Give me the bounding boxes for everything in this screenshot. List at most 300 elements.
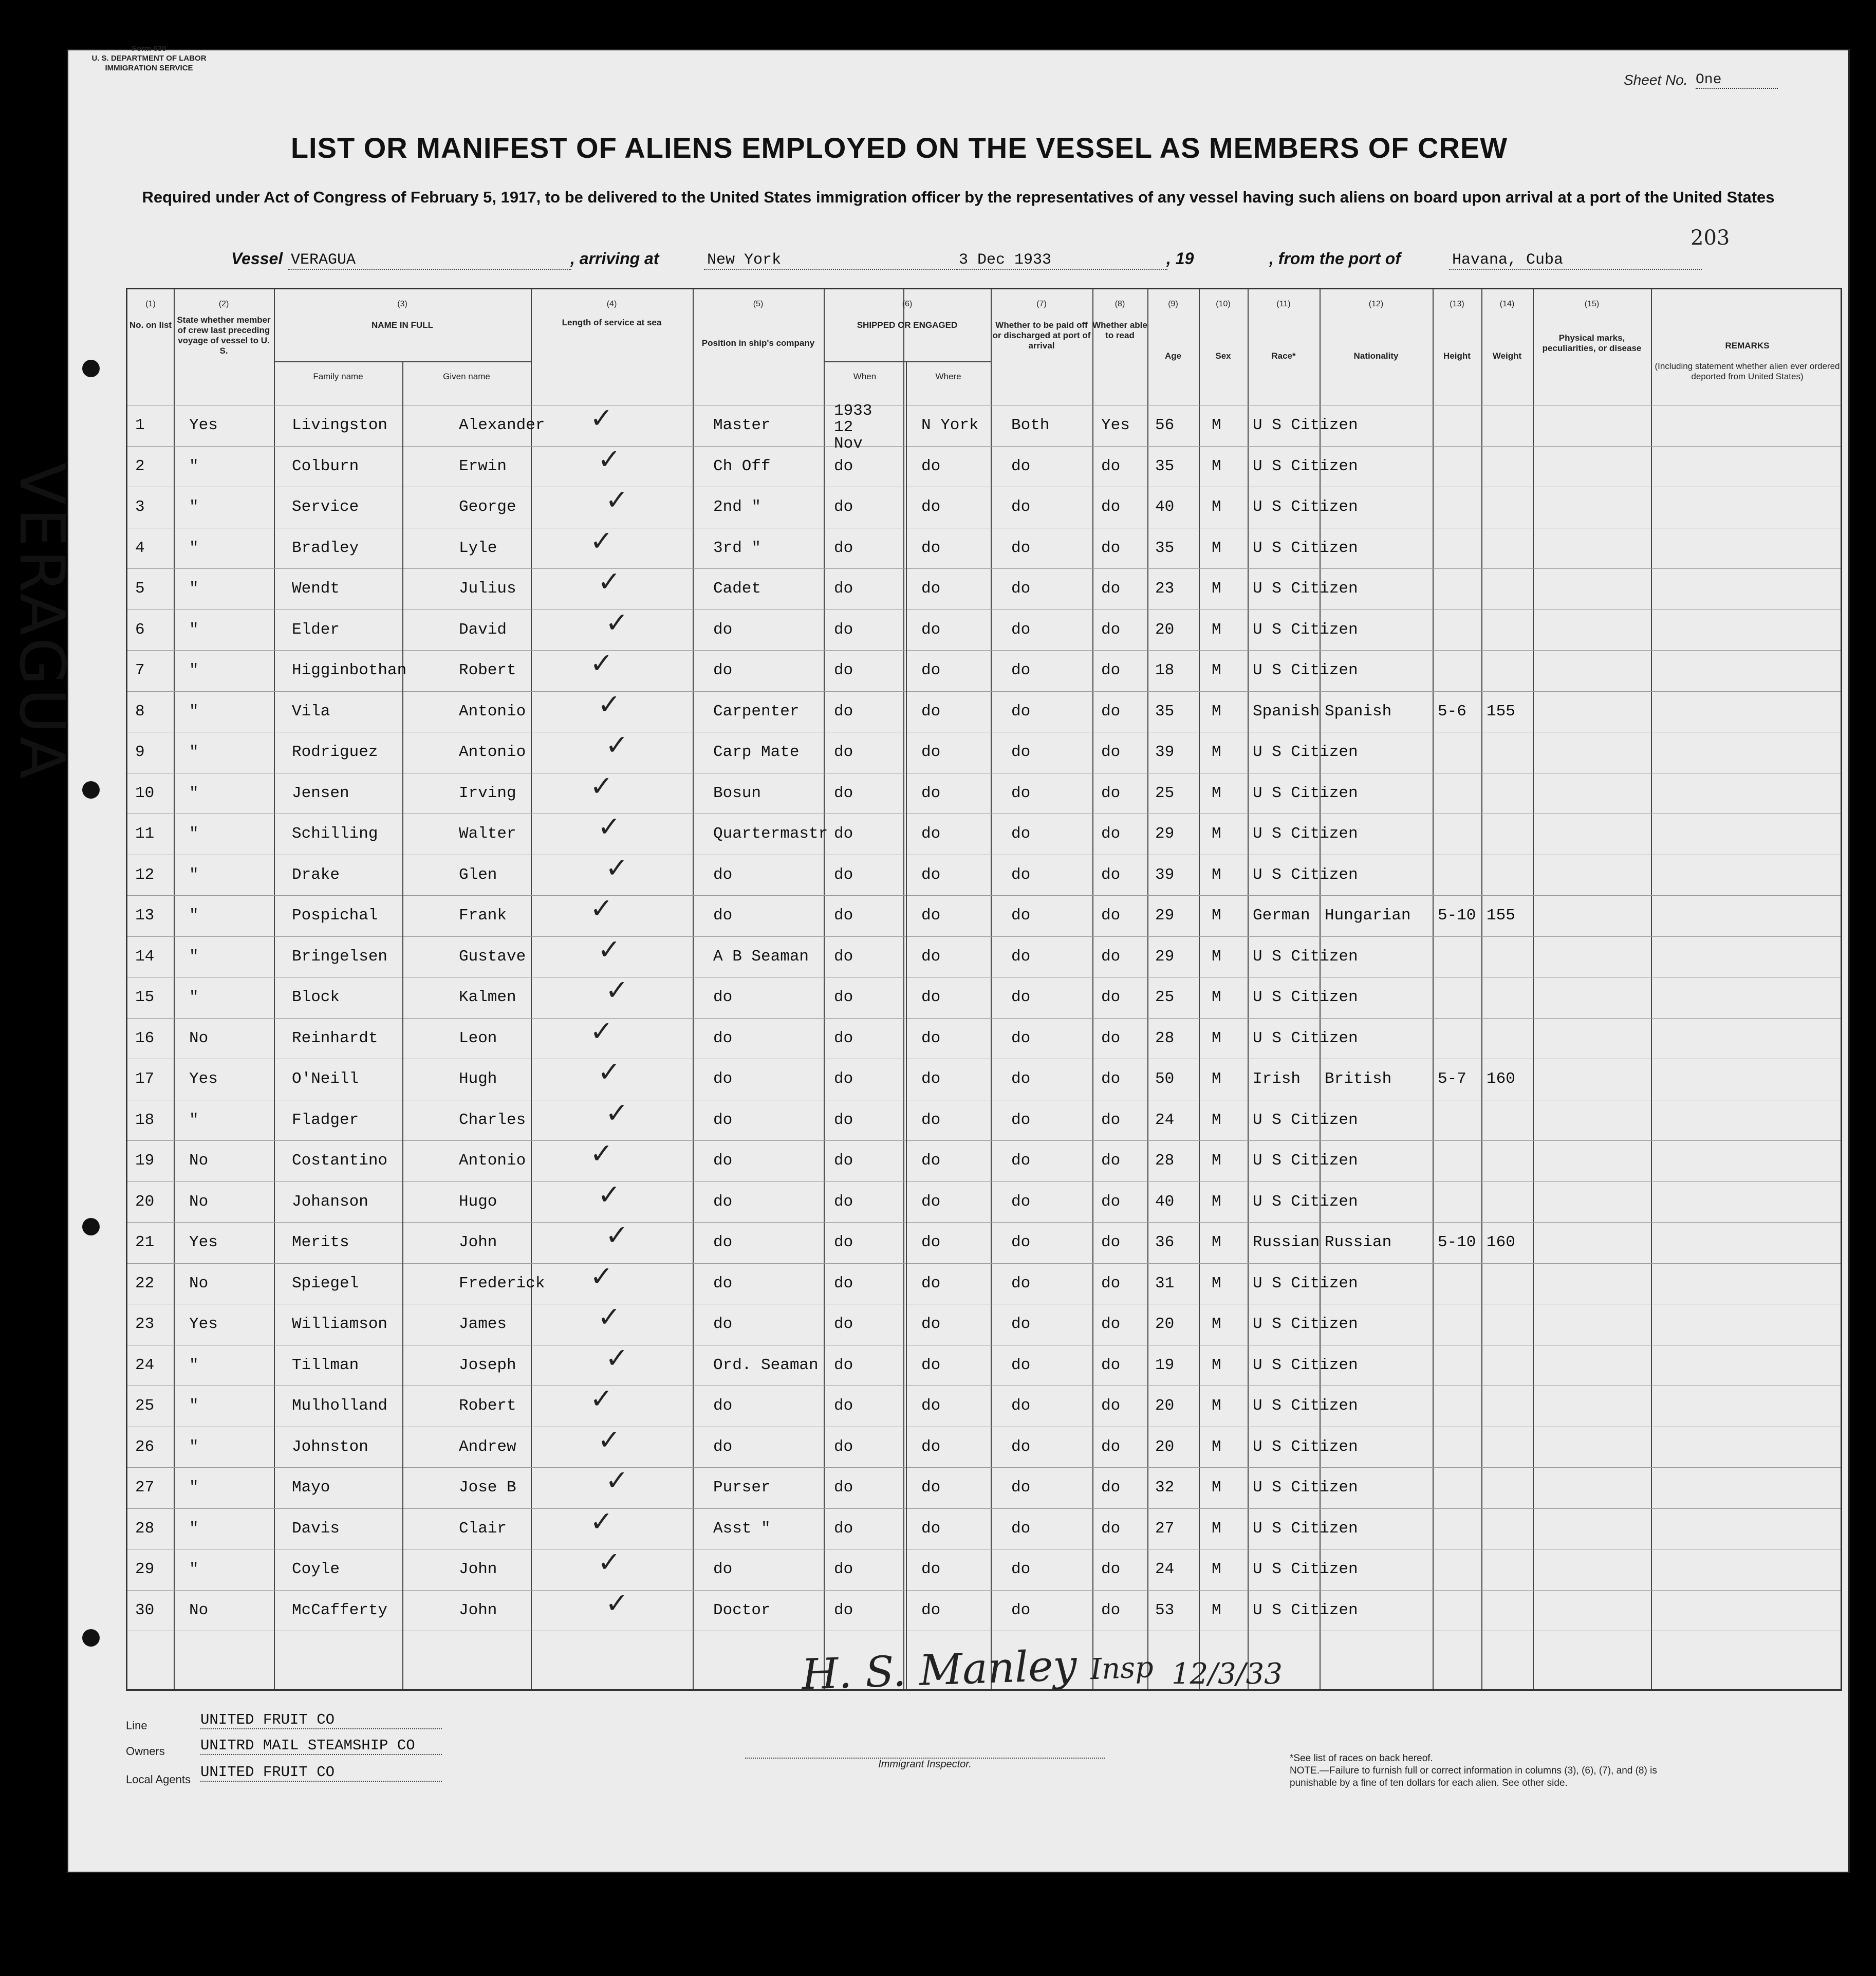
cell-sex: M [1212, 865, 1221, 884]
cell-no: 30 [135, 1601, 155, 1619]
cell-where: do [921, 1315, 941, 1333]
cell-sex: M [1212, 784, 1221, 802]
column-rule [991, 289, 992, 1689]
cell-pos: do [713, 661, 733, 679]
cell-age: 19 [1155, 1356, 1175, 1374]
cell-no: 16 [135, 1029, 155, 1047]
column-number-n7: (7) [1036, 300, 1047, 308]
row-rule [127, 1140, 1841, 1141]
cell-when: do [834, 1560, 853, 1578]
cell-prev: " [189, 825, 199, 843]
cell-paid: do [1011, 1315, 1031, 1333]
line-label: Line [126, 1719, 147, 1732]
cell-sex: M [1212, 702, 1221, 721]
cell-when: do [834, 1233, 853, 1251]
cell-when: do [834, 947, 853, 966]
cell-prev: " [189, 702, 199, 721]
cell-family: Fladger [292, 1111, 359, 1129]
row-rule [127, 691, 1841, 692]
document-subtitle: Required under Act of Congress of February 5, 1917, to be delivered to the United States immigration officer by the representatives of any vessel having such aliens on board upon arrival at a port of the United States [142, 188, 1775, 206]
cell-read: do [1101, 1029, 1121, 1047]
cell-no: 9 [135, 743, 145, 761]
cell-when: 1933 12 Nov [834, 402, 872, 453]
cell-prev: " [189, 457, 199, 475]
cell-paid: do [1011, 1233, 1031, 1251]
line-value: UNITED FRUIT CO [200, 1711, 442, 1729]
cell-given: Frank [459, 907, 507, 925]
service-checkmark: ✓ [605, 729, 629, 761]
cell-paid: do [1011, 498, 1031, 516]
column-number-n10: (10) [1216, 300, 1231, 308]
service-checkmark: ✓ [605, 851, 629, 884]
header-c2: State whether member of crew last preceding voyage of vessel to U. S. [177, 315, 271, 356]
service-checkmark: ✓ [605, 1096, 629, 1129]
footnote [1290, 1752, 1701, 1789]
cell-age: 23 [1155, 580, 1175, 598]
cell-given: Erwin [459, 457, 507, 475]
cell-when: do [834, 743, 853, 761]
side-vessel-stamp: VERAGUA [6, 463, 77, 782]
cell-race: U S Citizen [1253, 988, 1358, 1006]
column-rule [1248, 289, 1249, 1689]
row-rule [127, 1018, 1841, 1019]
cell-no: 2 [135, 457, 145, 475]
cell-read: do [1101, 1397, 1121, 1415]
cell-sex: M [1212, 1070, 1221, 1088]
cell-age: 18 [1155, 661, 1175, 679]
cell-no: 24 [135, 1356, 155, 1374]
arrival-port: New York [704, 251, 957, 270]
cell-pos: do [713, 865, 733, 884]
cell-prev: " [189, 1397, 199, 1415]
cell-age: 35 [1155, 702, 1175, 721]
cell-where: do [921, 539, 941, 557]
cell-family: Livingston [292, 416, 388, 434]
cell-prev: " [189, 907, 199, 925]
cell-family: Johanson [292, 1192, 368, 1211]
cell-paid: do [1011, 1274, 1031, 1292]
cell-pos: 3rd " [713, 539, 761, 557]
cell-pos: Cadet [713, 580, 761, 598]
binder-hole [82, 781, 100, 799]
row-rule [127, 936, 1841, 937]
cell-paid: do [1011, 1111, 1031, 1129]
cell-where: do [921, 947, 941, 966]
inspector-line: Immigrant Inspector. [745, 1758, 1105, 1770]
cell-prev: " [189, 539, 199, 557]
cell-family: O'Neill [292, 1070, 359, 1088]
cell-prev: " [189, 1519, 199, 1538]
cell-prev: " [189, 988, 199, 1006]
cell-race: U S Citizen [1253, 1192, 1358, 1211]
cell-race: U S Citizen [1253, 498, 1358, 516]
cell-race: Russian [1253, 1233, 1320, 1251]
cell-where: do [921, 702, 941, 721]
cell-prev: " [189, 661, 199, 679]
cell-age: 29 [1155, 907, 1175, 925]
row-rule [127, 568, 1841, 569]
cell-read: do [1101, 1152, 1121, 1170]
header-c14: Weight [1492, 351, 1522, 361]
cell-race: U S Citizen [1253, 1479, 1358, 1497]
cell-pos: do [713, 1111, 733, 1129]
cell-age: 29 [1155, 825, 1175, 843]
cell-family: Mayo [292, 1479, 330, 1497]
cell-age: 29 [1155, 947, 1175, 966]
cell-prev: No [189, 1152, 209, 1170]
cell-where: do [921, 457, 941, 475]
cell-family: Wendt [292, 580, 340, 598]
form-service: IMMIGRATION SERVICE [105, 64, 193, 72]
cell-where: do [921, 1029, 941, 1047]
cell-given: Hugo [459, 1192, 497, 1211]
cell-age: 39 [1155, 865, 1175, 884]
row-rule [127, 895, 1841, 896]
column-number-n4: (4) [606, 300, 617, 308]
cell-paid: do [1011, 702, 1031, 721]
cell-no: 29 [135, 1560, 155, 1578]
service-checkmark: ✓ [590, 892, 614, 925]
cell-sex: M [1212, 1274, 1221, 1292]
cell-given: Glen [459, 865, 497, 884]
cell-race: U S Citizen [1253, 1356, 1358, 1374]
service-checkmark: ✓ [598, 1301, 621, 1333]
vessel-name: VERAGUA [288, 251, 571, 270]
cell-sex: M [1212, 947, 1221, 966]
cell-prev: No [189, 1274, 209, 1292]
cell-paid: do [1011, 784, 1031, 802]
service-checkmark: ✓ [598, 565, 621, 598]
cell-family: Service [292, 498, 359, 516]
cell-read: do [1101, 1233, 1121, 1251]
cell-no: 26 [135, 1437, 155, 1456]
cell-sex: M [1212, 1192, 1221, 1211]
header-c11: Race* [1271, 351, 1296, 361]
cell-given: Jose B [459, 1479, 516, 1497]
cell-age: 35 [1155, 539, 1175, 557]
cell-age: 24 [1155, 1560, 1175, 1578]
cell-race: U S Citizen [1253, 1111, 1358, 1129]
column-number-n15: (15) [1584, 300, 1600, 308]
cell-no: 7 [135, 661, 145, 679]
service-checkmark: ✓ [605, 1219, 629, 1251]
cell-age: 31 [1155, 1274, 1175, 1292]
cell-race: Spanish [1253, 702, 1320, 721]
cell-pos: do [713, 1070, 733, 1088]
cell-family: Davis [292, 1519, 340, 1538]
cell-when: do [834, 825, 853, 843]
cell-no: 1 [135, 416, 145, 434]
cell-age: 20 [1155, 1437, 1175, 1456]
cell-pos: A B Seaman [713, 947, 809, 966]
agents-value: UNITED FRUIT CO [200, 1764, 442, 1782]
cell-paid: do [1011, 1192, 1031, 1211]
column-number-n5: (5) [753, 300, 764, 308]
cell-prev: No [189, 1601, 209, 1619]
cell-given: Kalmen [459, 988, 516, 1006]
cell-age: 28 [1155, 1029, 1175, 1047]
cell-race: U S Citizen [1253, 1560, 1358, 1578]
cell-sex: M [1212, 1479, 1221, 1497]
column-rule [693, 289, 694, 1689]
cell-prev: " [189, 620, 199, 639]
cell-paid: do [1011, 580, 1031, 598]
cell-sex: M [1212, 457, 1221, 475]
form-department: U. S. DEPARTMENT OF LABOR [91, 54, 207, 63]
cell-where: do [921, 1070, 941, 1088]
cell-prev: " [189, 1111, 199, 1129]
column-number-n3: (3) [397, 300, 407, 308]
cell-sex: M [1212, 1315, 1221, 1333]
column-rule [903, 289, 904, 1689]
cell-given: George [459, 498, 516, 516]
header-c4: Length of service at sea [562, 318, 662, 327]
cell-when: do [834, 784, 853, 802]
column-rule [1433, 289, 1434, 1689]
service-checkmark: ✓ [598, 1178, 621, 1211]
cell-sex: M [1212, 825, 1221, 843]
cell-ht: 5-10 [1438, 1233, 1476, 1251]
cell-age: 53 [1155, 1601, 1175, 1619]
cell-pos: do [713, 1397, 733, 1415]
service-checkmark: ✓ [598, 688, 621, 721]
cell-prev: No [189, 1029, 209, 1047]
cell-race: U S Citizen [1253, 1601, 1358, 1619]
column-rule [906, 361, 907, 1689]
cell-age: 25 [1155, 988, 1175, 1006]
cell-prev: " [189, 1437, 199, 1456]
cell-given: Andrew [459, 1437, 516, 1456]
header-c1: No. on list [129, 320, 172, 330]
sheet-number-value: One [1696, 72, 1778, 89]
cell-age: 24 [1155, 1111, 1175, 1129]
row-rule [127, 1467, 1841, 1468]
cell-sex: M [1212, 416, 1221, 434]
cell-sex: M [1212, 1519, 1221, 1538]
cell-read: do [1101, 580, 1121, 598]
cell-when: do [834, 1111, 853, 1129]
cell-family: Pospichal [292, 907, 378, 925]
cell-race: U S Citizen [1253, 865, 1358, 884]
column-number-n8: (8) [1115, 300, 1125, 308]
cell-pos: Carpenter [713, 702, 800, 721]
crew-table [126, 288, 1842, 1691]
cell-family: Tillman [292, 1356, 359, 1374]
cell-read: do [1101, 498, 1121, 516]
service-checkmark: ✓ [598, 933, 621, 966]
cell-where: do [921, 1233, 941, 1251]
signature-suffix: Insp [1089, 1651, 1154, 1687]
cell-paid: do [1011, 988, 1031, 1006]
cell-nat: Spanish [1325, 702, 1392, 721]
cell-paid: Both [1011, 416, 1050, 434]
cell-sex: M [1212, 498, 1221, 516]
cell-pos: Ch Off [713, 457, 771, 475]
cell-sex: M [1212, 1233, 1221, 1251]
cell-pos: Ord. Seaman [713, 1356, 819, 1374]
cell-given: Hugh [459, 1070, 497, 1088]
cell-when: do [834, 539, 853, 557]
cell-where: do [921, 1479, 941, 1497]
cell-race: German [1253, 907, 1310, 925]
cell-read: do [1101, 1111, 1121, 1129]
cell-sex: M [1212, 1356, 1221, 1374]
cell-given: Irving [459, 784, 516, 802]
cell-given: Julius [459, 580, 516, 598]
cell-when: do [834, 1356, 853, 1374]
subheader-c3a: Family name [313, 372, 363, 381]
cell-age: 20 [1155, 1397, 1175, 1415]
row-rule [127, 1222, 1841, 1223]
cell-no: 19 [135, 1152, 155, 1170]
cell-age: 28 [1155, 1152, 1175, 1170]
row-rule [127, 1508, 1841, 1509]
cell-given: Robert [459, 1397, 516, 1415]
cell-given: Clair [459, 1519, 507, 1538]
cell-sex: M [1212, 580, 1221, 598]
cell-age: 50 [1155, 1070, 1175, 1088]
cell-family: Bringelsen [292, 947, 388, 966]
cell-pos: do [713, 1560, 733, 1578]
cell-prev: Yes [189, 1233, 218, 1251]
cell-paid: do [1011, 1601, 1031, 1619]
cell-paid: do [1011, 539, 1031, 557]
service-checkmark: ✓ [598, 1546, 621, 1578]
service-checkmark: ✓ [605, 606, 629, 639]
cell-family: Coyle [292, 1560, 340, 1578]
cell-where: do [921, 825, 941, 843]
cell-given: Walter [459, 825, 516, 843]
cell-nat: British [1325, 1070, 1392, 1088]
cell-pos: Carp Mate [713, 743, 800, 761]
cell-no: 14 [135, 947, 155, 966]
cell-race: U S Citizen [1253, 1519, 1358, 1538]
cell-pos: do [713, 1315, 733, 1333]
cell-pos: do [713, 1274, 733, 1292]
header-c5: Position in ship's company [701, 338, 815, 348]
cell-where: do [921, 580, 941, 598]
cell-read: do [1101, 1437, 1121, 1456]
cell-no: 18 [135, 1111, 155, 1129]
header-c8: Whether able to read [1092, 320, 1147, 340]
cell-paid: do [1011, 1070, 1031, 1088]
cell-race: U S Citizen [1253, 457, 1358, 475]
cell-when: do [834, 1152, 853, 1170]
cell-race: U S Citizen [1253, 825, 1358, 843]
cell-read: do [1101, 1315, 1121, 1333]
cell-ht: 5-10 [1438, 907, 1476, 925]
cell-no: 15 [135, 988, 155, 1006]
form-number: Form 630 [132, 44, 166, 53]
cell-prev: " [189, 1479, 199, 1497]
service-checkmark: ✓ [598, 1423, 621, 1456]
sheet-number-label: Sheet No. [1624, 72, 1688, 88]
cell-pos: Purser [713, 1479, 771, 1497]
binder-hole [82, 1218, 100, 1235]
cell-prev: " [189, 865, 199, 884]
cell-where: do [921, 743, 941, 761]
cell-when: do [834, 1029, 853, 1047]
cell-when: do [834, 865, 853, 884]
cell-prev: " [189, 784, 199, 802]
column-number-n14: (14) [1499, 300, 1515, 308]
cell-given: John [459, 1560, 497, 1578]
row-rule [127, 650, 1841, 651]
cell-race: U S Citizen [1253, 1397, 1358, 1415]
cell-prev: " [189, 498, 199, 516]
cell-when: do [834, 702, 853, 721]
form-header [72, 44, 226, 73]
subheader-c3b: Given name [443, 372, 490, 381]
cell-read: do [1101, 702, 1121, 721]
cell-when: do [834, 988, 853, 1006]
column-rule [824, 289, 825, 1689]
column-number-n11: (11) [1276, 300, 1291, 308]
service-checkmark: ✓ [598, 810, 621, 843]
column-rule [1147, 289, 1148, 1689]
cell-read: do [1101, 947, 1121, 966]
cell-age: 36 [1155, 1233, 1175, 1251]
column-rule [1533, 289, 1534, 1689]
cell-family: Merits [292, 1233, 349, 1251]
cell-when: do [834, 1519, 853, 1538]
cell-age: 39 [1155, 743, 1175, 761]
cell-read: do [1101, 784, 1121, 802]
cell-age: 40 [1155, 498, 1175, 516]
cell-pos: do [713, 988, 733, 1006]
cell-paid: do [1011, 457, 1031, 475]
service-checkmark: ✓ [605, 1586, 629, 1619]
cell-prev: Yes [189, 1070, 218, 1088]
cell-when: do [834, 1070, 853, 1088]
column-rule [1199, 289, 1200, 1689]
cell-paid: do [1011, 1560, 1031, 1578]
cell-family: Schilling [292, 825, 378, 843]
footnote-races: *See list of races on back hereof. [1290, 1753, 1433, 1764]
cell-sex: M [1212, 620, 1221, 639]
cell-no: 13 [135, 907, 155, 925]
cell-race: U S Citizen [1253, 1315, 1358, 1333]
cell-family: Drake [292, 865, 340, 884]
cell-no: 11 [135, 825, 155, 843]
cell-given: John [459, 1601, 497, 1619]
cell-where: do [921, 865, 941, 884]
cell-paid: do [1011, 1479, 1031, 1497]
column-rule [531, 289, 532, 1689]
column-rule [1651, 289, 1652, 1689]
cell-race: U S Citizen [1253, 620, 1358, 639]
cell-read: do [1101, 865, 1121, 884]
subheader-c16a: (Including statement whether alien ever ordered deported from United States) [1655, 361, 1840, 381]
cell-pos: Doctor [713, 1601, 771, 1619]
service-checkmark: ✓ [605, 1341, 629, 1374]
cell-paid: do [1011, 1397, 1031, 1415]
cell-pos: Quartermastr [713, 825, 828, 843]
owners-value: UNITRD MAIL STEAMSHIP CO [200, 1737, 442, 1755]
cell-family: Colburn [292, 457, 359, 475]
arriving-label: , arriving at [570, 249, 659, 268]
year-label: , 19 [1166, 249, 1194, 268]
cell-pos: 2nd " [713, 498, 761, 516]
column-number-n2: (2) [218, 300, 229, 308]
cell-where: do [921, 498, 941, 516]
cell-race: U S Citizen [1253, 1437, 1358, 1456]
cell-pos: do [713, 1437, 733, 1456]
cell-when: do [834, 620, 853, 639]
cell-paid: do [1011, 1519, 1031, 1538]
from-port-label: , from the port of [1269, 249, 1401, 268]
cell-read: do [1101, 1519, 1121, 1538]
